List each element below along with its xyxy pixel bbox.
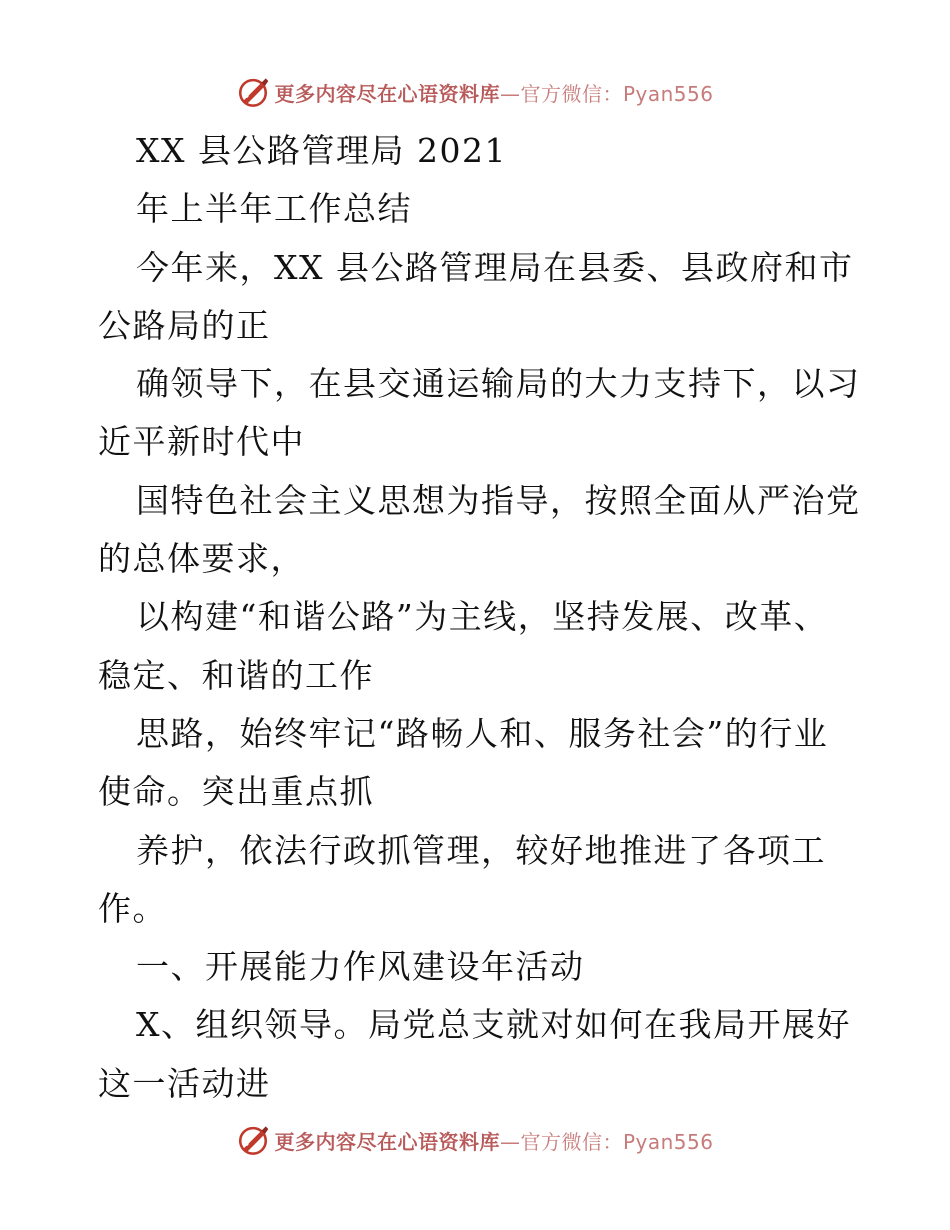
- watermark-text: [274, 78, 713, 107]
- watermark-text: [274, 1126, 713, 1155]
- doc-paragraph-line: 使命。突出重点抓: [98, 772, 374, 812]
- doc-title-line-1: XX 县公路管理局 2021: [136, 131, 507, 170]
- doc-title-line-2: 年上半年工作总结: [136, 189, 412, 229]
- doc-paragraph-line: 确领导下，在县交通运输局的大力支持下，以习: [136, 364, 861, 404]
- document-body: [98, 122, 861, 1113]
- doc-paragraph-line: 这一活动进: [98, 1063, 271, 1103]
- doc-paragraph-line: 思路，始终牢记“路畅人和、服务社会”的行业: [136, 713, 829, 753]
- doc-paragraph-line: 公路局的正: [98, 305, 271, 345]
- doc-paragraph-line: 今年来，XX 县公路管理局在县委、县政府和市: [136, 247, 854, 287]
- watermark-separator: —: [499, 81, 521, 106]
- doc-paragraph-line: 稳定、和谐的工作: [98, 655, 374, 695]
- doc-paragraph-line: X、组织领导。局党总支就对如何在我局开展好: [136, 1005, 851, 1045]
- doc-section-heading: 一、开展能力作风建设年活动: [136, 947, 585, 987]
- watermark-wechat-text: 官方微信：Pyan556: [520, 1129, 714, 1154]
- doc-paragraph-line: 国特色社会主义思想为指导，按照全面从严治党: [136, 480, 861, 520]
- watermark-main-text: 更多内容尽在心语资料库: [274, 81, 500, 106]
- watermark-separator: —: [499, 1129, 521, 1154]
- header-watermark-banner: [0, 70, 950, 114]
- doc-paragraph-line: 作。: [98, 888, 167, 928]
- doc-paragraph-line: 的总体要求，: [98, 539, 305, 579]
- pen-logo-icon: [236, 75, 270, 109]
- doc-paragraph-line: 以构建“和谐公路”为主线，坚持发展、改革、: [136, 597, 829, 637]
- watermark-wechat-text: 官方微信：Pyan556: [520, 81, 714, 106]
- doc-paragraph-line: 养护，依法行政抓管理，较好地推进了各项工: [136, 830, 826, 870]
- watermark-main-text: 更多内容尽在心语资料库: [274, 1129, 500, 1154]
- doc-paragraph-line: 近平新时代中: [98, 422, 305, 462]
- footer-watermark-banner: [0, 1118, 950, 1162]
- pen-logo-icon: [236, 1123, 270, 1157]
